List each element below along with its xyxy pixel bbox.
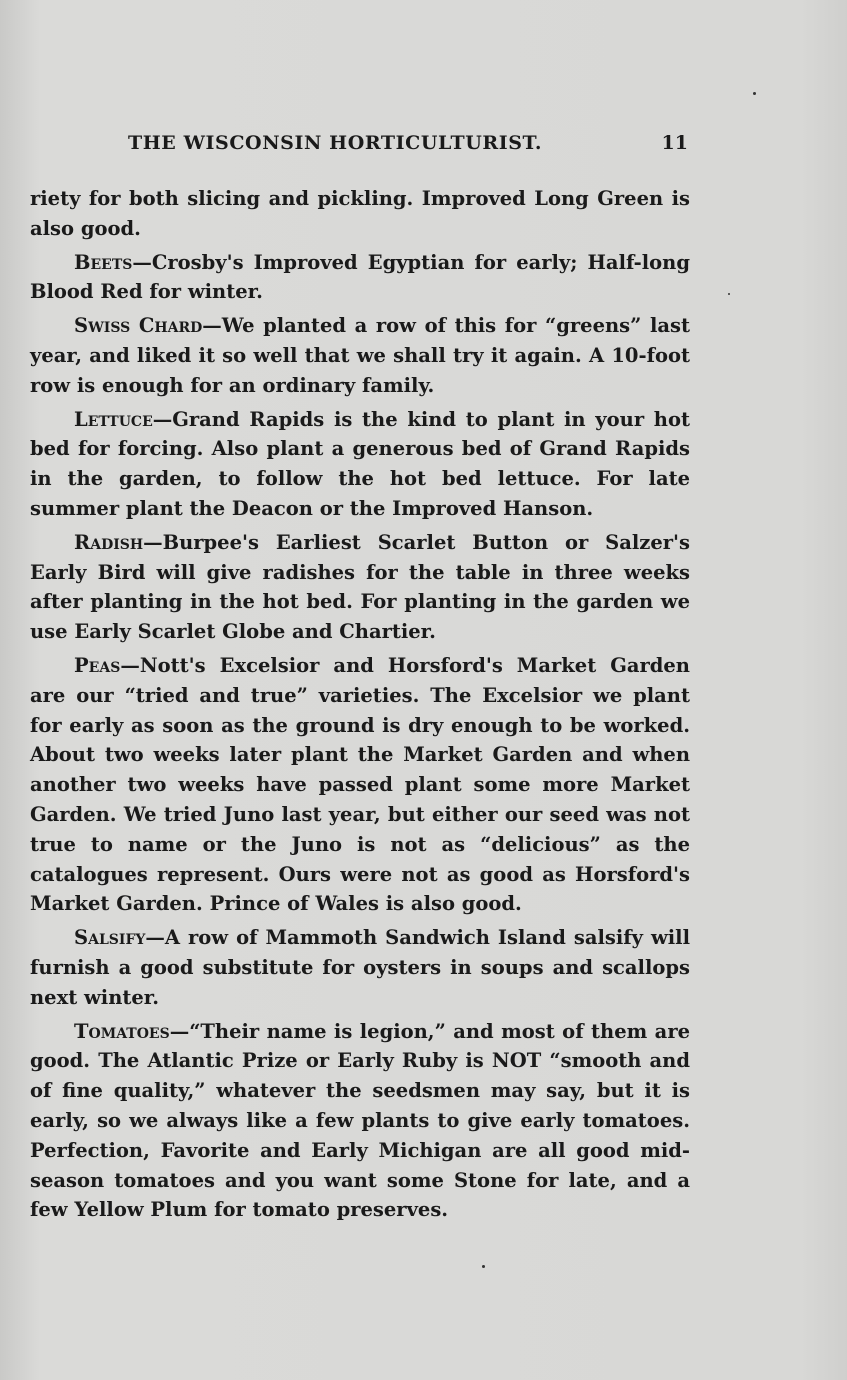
paper-speck [753, 92, 756, 95]
paragraph-text: —A row of Mammoth Sandwich Island salsify will furnish a good substitute for oysters in soups and scallops next winter. [30, 926, 690, 1009]
paper-speck [728, 293, 730, 295]
paragraph-text: —Grand Rapids is the kind to plant in your hot bed for forcing. Also plant a generous bed of Grand Rapids in the garden, to follow the hot bed lettuce. For late summer plant the Deacon or the Improved Hanson. [30, 407, 690, 520]
paragraph-peas [30, 651, 690, 919]
paragraph-text: —Burpee's Earliest Scarlet Button or Salzer's Early Bird will give radishes for the table in three weeks after planting in the hot bed. For planting in the garden we use Early Scarlet Globe and Chartier. [30, 530, 690, 644]
article-body [30, 184, 690, 1229]
paragraph-tomatoes [30, 1017, 690, 1226]
paragraph-lettuce [30, 405, 690, 524]
page-number: 11 [661, 132, 688, 154]
paragraph-beets [30, 248, 690, 308]
paragraph-text: riety for both slicing and pickling. Improved Long Green is also good. [30, 187, 690, 240]
paragraph-lead: Tomatoes [74, 1019, 170, 1043]
paper-speck [482, 1265, 485, 1268]
paragraph-text: —Nott's Excelsior and Horsford's Market Garden are our “tried and true” varieties. The Excelsior we plant for early as soon as the ground is dry enough to be worked. About two weeks later plant the Market Garden and when another two weeks have passed plant some more Market Garden. We tried Juno last year, but either our seed was not true to name or the Juno is not as “delicious” as the catalogues represent. Ours were not as good as Horsford's Market Garden. Prince of Wales is also good. [30, 653, 690, 916]
paragraph-salsify [30, 923, 690, 1012]
paragraph-lead: Salsify [74, 926, 146, 950]
paragraph-lead: Swiss Chard [74, 314, 203, 338]
paragraph-lead: Beets [74, 250, 133, 274]
paragraph-text: —“Their name is legion,” and most of them are good. The Atlantic Prize or Early Ruby is NOT “smooth and of fine quality,” whatever the seedsmen may say, but it is early, so we always like a few plants to give early tomatoes. Perfection, Favorite and Early Michigan are all good mid-season tomatoes and you want some Stone for late, and a few Yellow Plum for tomato preserves. [30, 1019, 690, 1222]
paragraph-lead: Peas [74, 653, 121, 677]
running-title: THE WISCONSIN HORTICULTURIST. [128, 132, 543, 154]
paragraph-radish [30, 528, 690, 647]
paragraph-cucumber-continued [30, 184, 690, 244]
paragraph-text: —We planted a row of this for “greens” last year, and liked it so well that we shall try it again. A 10-foot row is enough for an ordinary family. [30, 314, 690, 397]
paragraph-swiss-chard [30, 311, 690, 400]
paragraph-lead: Radish [74, 530, 144, 554]
paragraph-text: —Crosby's Improved Egyptian for early; Half-long Blood Red for winter. [30, 250, 690, 304]
paragraph-lead: Lettuce [74, 407, 153, 431]
page-header [128, 132, 688, 162]
